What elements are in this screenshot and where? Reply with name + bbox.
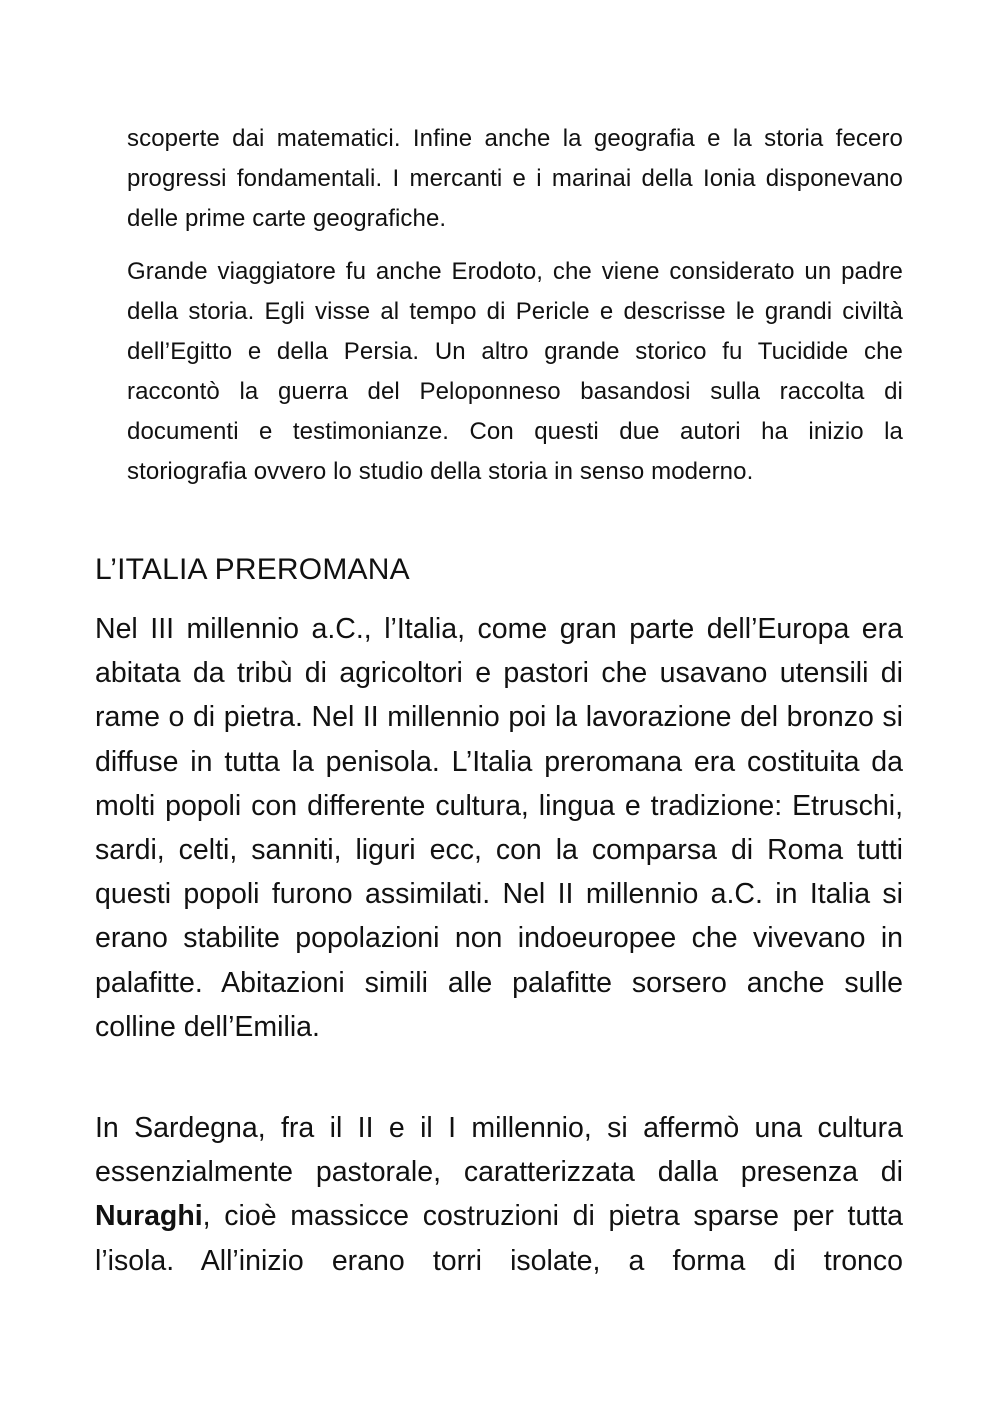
nuraghi-term: Nuraghi (95, 1200, 203, 1233)
paragraph-sardinia-end: , cioè massicce costruzioni di pietra sparse per tutta l’isola. All’inizio erano torri isolate, a forma di tronco (95, 1200, 903, 1277)
paragraph-pre-roman-italy: Nel III millennio a.C., l’Italia, come gran parte dell’Europa era abitata da tribù di agricoltori e pastori che usavano utensili di rame o di pietra. Nel II millennio poi la lavorazione del bronzo si diffuse in tutta la penisola. L’Italia preromana era costituita da molti popoli con differente cultura, lingua e tradizione: Etruschi, sardi, celti, sanniti, liguri ecc, con la comparsa di Roma tutti questi popoli furono assimilati. Nel II millennio a.C. in Italia si erano stabilite popolazioni non indoeuropee che vivevano in palafitte. Abitazioni simili alle palafitte sorsero anche sulle colline dell’Emilia. (95, 613, 903, 1043)
paragraph-scientific-progress: scoperte dai matematici. Infine anche la geografia e la storia fecero progressi fondamentali. I mercanti e i marinai della Ionia disponevano delle prime carte geografiche. (127, 125, 903, 232)
paragraph-historians: Grande viaggiatore fu anche Erodoto, che viene considerato un padre della storia. Egli visse al tempo di Pericle e descrisse le grandi civiltà dell’Egitto e della Persia. Un altro grande storico fu Tucidide che raccontò la guerra del Peloponneso basandosi sulla raccolta di documenti e testimonianze. Con questi due autori ha inizio la storiografia ovvero lo studio della storia in senso moderno. (127, 258, 903, 485)
section-heading: L’ITALIA PREROMANA (95, 553, 410, 586)
paragraph-sardinia-start: In Sardegna, fra il II e il I millennio, si affermò una cultura essenzialmente pastorale, caratterizzata dalla presenza di (95, 1112, 903, 1189)
paragraph-sardinia (95, 1106, 903, 1283)
